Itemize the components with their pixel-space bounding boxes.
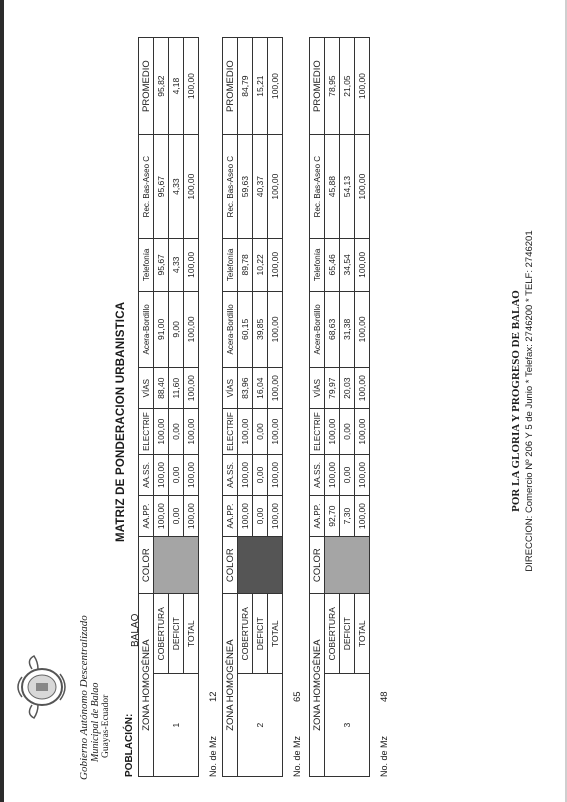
acera-cell: 100,00 (268, 291, 283, 368)
zone-table-2 (222, 37, 283, 777)
nomz-value: 65 (292, 691, 303, 702)
telefonia-cell: 65,46 (325, 239, 340, 292)
aapp-header: AA.PP. (139, 496, 154, 537)
document-title: MATRIZ DE PONDERACION URBANISTICA (115, 301, 127, 542)
telefonia-cell: 100,00 (184, 239, 199, 292)
color-header: COLOR (139, 537, 154, 594)
row-label-deficit: DEFICIT (253, 594, 268, 674)
promedio-cell: 4,18 (169, 38, 184, 135)
aapp-cell: 100,00 (238, 496, 253, 537)
aapp-header: AA.PP. (223, 496, 238, 537)
vias-cell: 100,00 (184, 368, 199, 409)
promedio-header: PROMEDIO (223, 38, 238, 135)
aass-cell: 0,00 (253, 454, 268, 495)
acera-cell: 9,00 (169, 291, 184, 368)
vias-cell: 100,00 (268, 368, 283, 409)
gov-line-3: Guayas-Ecuador (101, 694, 111, 758)
telefonia-cell: 89,78 (238, 239, 253, 292)
footer-motto: POR LA GLORIA Y PROGRESO DE BALAO (510, 290, 522, 512)
telefonia-header: Telefonía (139, 239, 154, 292)
electrif-cell: 100,00 (154, 409, 169, 455)
rec-cell: 100,00 (355, 135, 370, 239)
nomz-value: 12 (208, 691, 219, 702)
promedio-cell: 100,00 (355, 38, 370, 135)
zona-header: ZONA HOMOGÉNEA (223, 594, 238, 777)
nomz-label: No. de Mz (292, 735, 302, 777)
acera-header: Acera-Bordillo (139, 291, 154, 368)
nomz-label: No. de Mz (208, 735, 218, 777)
vias-header: VÍAS (310, 368, 325, 409)
electrif-cell: 100,00 (355, 409, 370, 455)
telefonia-cell: 100,00 (268, 239, 283, 292)
rec-cell: 4,33 (169, 135, 184, 239)
row-label-cobertura: COBERTURA (325, 594, 340, 674)
vias-cell: 83,96 (238, 368, 253, 409)
telefonia-header: Telefonía (310, 239, 325, 292)
row-label-total: TOTAL (355, 594, 370, 674)
promedio-cell: 100,00 (184, 38, 199, 135)
telefonia-cell: 34,54 (340, 239, 355, 292)
promedio-header: PROMEDIO (139, 38, 154, 135)
vias-cell: 11,60 (169, 368, 184, 409)
rec-cell: 40,37 (253, 135, 268, 239)
table-row (340, 38, 355, 777)
rec-cell: 100,00 (268, 135, 283, 239)
acera-header: Acera-Bordillo (310, 291, 325, 368)
aass-header: AA.SS. (223, 454, 238, 495)
rec-header: Rec. Bas-Aseo C (223, 135, 238, 239)
electrif-header: ELECTRIF (310, 409, 325, 455)
acera-cell: 68,63 (325, 291, 340, 368)
acera-header: Acera-Bordillo (223, 291, 238, 368)
aass-header: AA.SS. (139, 454, 154, 495)
zone-color-swatch (238, 537, 283, 594)
zone-table-1 (138, 37, 199, 777)
telefonia-cell: 4,33 (169, 239, 184, 292)
aapp-cell: 100,00 (355, 496, 370, 537)
aass-cell: 100,00 (184, 454, 199, 495)
aass-cell: 0,00 (169, 454, 184, 495)
aapp-cell: 100,00 (184, 496, 199, 537)
aapp-cell: 0,00 (169, 496, 184, 537)
aapp-cell: 7,30 (340, 496, 355, 537)
promedio-cell: 100,00 (268, 38, 283, 135)
vias-cell: 79,97 (325, 368, 340, 409)
zone-color-swatch (325, 537, 370, 594)
zona-header: ZONA HOMOGÉNEA (139, 594, 154, 777)
row-label-cobertura: COBERTURA (154, 594, 169, 674)
promedio-cell: 15,21 (253, 38, 268, 135)
aapp-cell: 92,70 (325, 496, 340, 537)
acera-cell: 31,38 (340, 291, 355, 368)
promedio-header: PROMEDIO (310, 38, 325, 135)
row-label-deficit: DEFICIT (340, 594, 355, 674)
aass-cell: 0,00 (340, 454, 355, 495)
telefonia-header: Telefonía (223, 239, 238, 292)
telefonia-cell: 100,00 (355, 239, 370, 292)
promedio-cell: 21,05 (340, 38, 355, 135)
row-label-deficit: DEFICIT (169, 594, 184, 674)
promedio-cell: 95,82 (154, 38, 169, 135)
nomz-label: No. de Mz (379, 735, 389, 777)
poblacion-label: POBLACIÓN: (124, 713, 135, 777)
zone-table-3 (309, 37, 370, 777)
aass-cell: 100,00 (325, 454, 340, 495)
aass-header: AA.SS. (310, 454, 325, 495)
row-label-total: TOTAL (184, 594, 199, 674)
aapp-cell: 100,00 (154, 496, 169, 537)
table-row (154, 38, 169, 777)
aass-cell: 100,00 (154, 454, 169, 495)
electrif-cell: 0,00 (340, 409, 355, 455)
rec-header: Rec. Bas-Aseo C (310, 135, 325, 239)
nomz-value: 48 (379, 691, 390, 702)
electrif-cell: 100,00 (325, 409, 340, 455)
telefonia-cell: 95,67 (154, 239, 169, 292)
electrif-header: ELECTRIF (139, 409, 154, 455)
rec-cell: 95,67 (154, 135, 169, 239)
table-row (325, 38, 340, 777)
table-row (355, 38, 370, 777)
aass-cell: 100,00 (268, 454, 283, 495)
row-label-cobertura: COBERTURA (238, 594, 253, 674)
aapp-cell: 0,00 (253, 496, 268, 537)
table-row (184, 38, 199, 777)
electrif-cell: 100,00 (268, 409, 283, 455)
row-label-total: TOTAL (268, 594, 283, 674)
acera-cell: 100,00 (184, 291, 199, 368)
gov-line-2: Municipal de Balao (90, 682, 101, 762)
poblacion-value: BALAO (130, 613, 141, 647)
promedio-cell: 84,79 (238, 38, 253, 135)
electrif-cell: 100,00 (238, 409, 253, 455)
electrif-header: ELECTRIF (223, 409, 238, 455)
table-row (253, 38, 268, 777)
table-row (169, 38, 184, 777)
table-row (268, 38, 283, 777)
rec-cell: 100,00 (184, 135, 199, 239)
acera-cell: 39,85 (253, 291, 268, 368)
vias-cell: 100,00 (355, 368, 370, 409)
acera-cell: 91,00 (154, 291, 169, 368)
municipal-seal-logo (12, 652, 72, 722)
vias-header: VÍAS (139, 368, 154, 409)
telefonia-cell: 10,22 (253, 239, 268, 292)
vias-cell: 16,04 (253, 368, 268, 409)
electrif-cell: 0,00 (169, 409, 184, 455)
electrif-cell: 100,00 (184, 409, 199, 455)
rec-cell: 54,13 (340, 135, 355, 239)
aass-cell: 100,00 (355, 454, 370, 495)
aass-cell: 100,00 (238, 454, 253, 495)
table-header-row (310, 38, 325, 777)
gov-line-1: Gobierno Autónomo Descentralizado (78, 615, 90, 780)
zone-id-cell: 3 (325, 674, 370, 777)
rec-cell: 59,63 (238, 135, 253, 239)
acera-cell: 60,15 (238, 291, 253, 368)
promedio-cell: 78,95 (325, 38, 340, 135)
rec-header: Rec. Bas-Aseo C (139, 135, 154, 239)
electrif-cell: 0,00 (253, 409, 268, 455)
vias-header: VÍAS (223, 368, 238, 409)
zone-color-swatch (154, 537, 199, 594)
zona-header: ZONA HOMOGÉNEA (310, 594, 325, 777)
color-header: COLOR (223, 537, 238, 594)
table-header-row (223, 38, 238, 777)
footer-address: DIRECCION: Comercio Nº 206 Y 5 de Junio * Telefax: 2746200 * TELF: 2746201 (524, 230, 535, 572)
aapp-header: AA.PP. (310, 496, 325, 537)
color-header: COLOR (310, 537, 325, 594)
vias-cell: 88,40 (154, 368, 169, 409)
vias-cell: 20,03 (340, 368, 355, 409)
table-header-row (139, 38, 154, 777)
zone-id-cell: 2 (238, 674, 283, 777)
aapp-cell: 100,00 (268, 496, 283, 537)
acera-cell: 100,00 (355, 291, 370, 368)
table-row (238, 38, 253, 777)
rec-cell: 45,88 (325, 135, 340, 239)
zone-id-cell: 1 (154, 674, 199, 777)
